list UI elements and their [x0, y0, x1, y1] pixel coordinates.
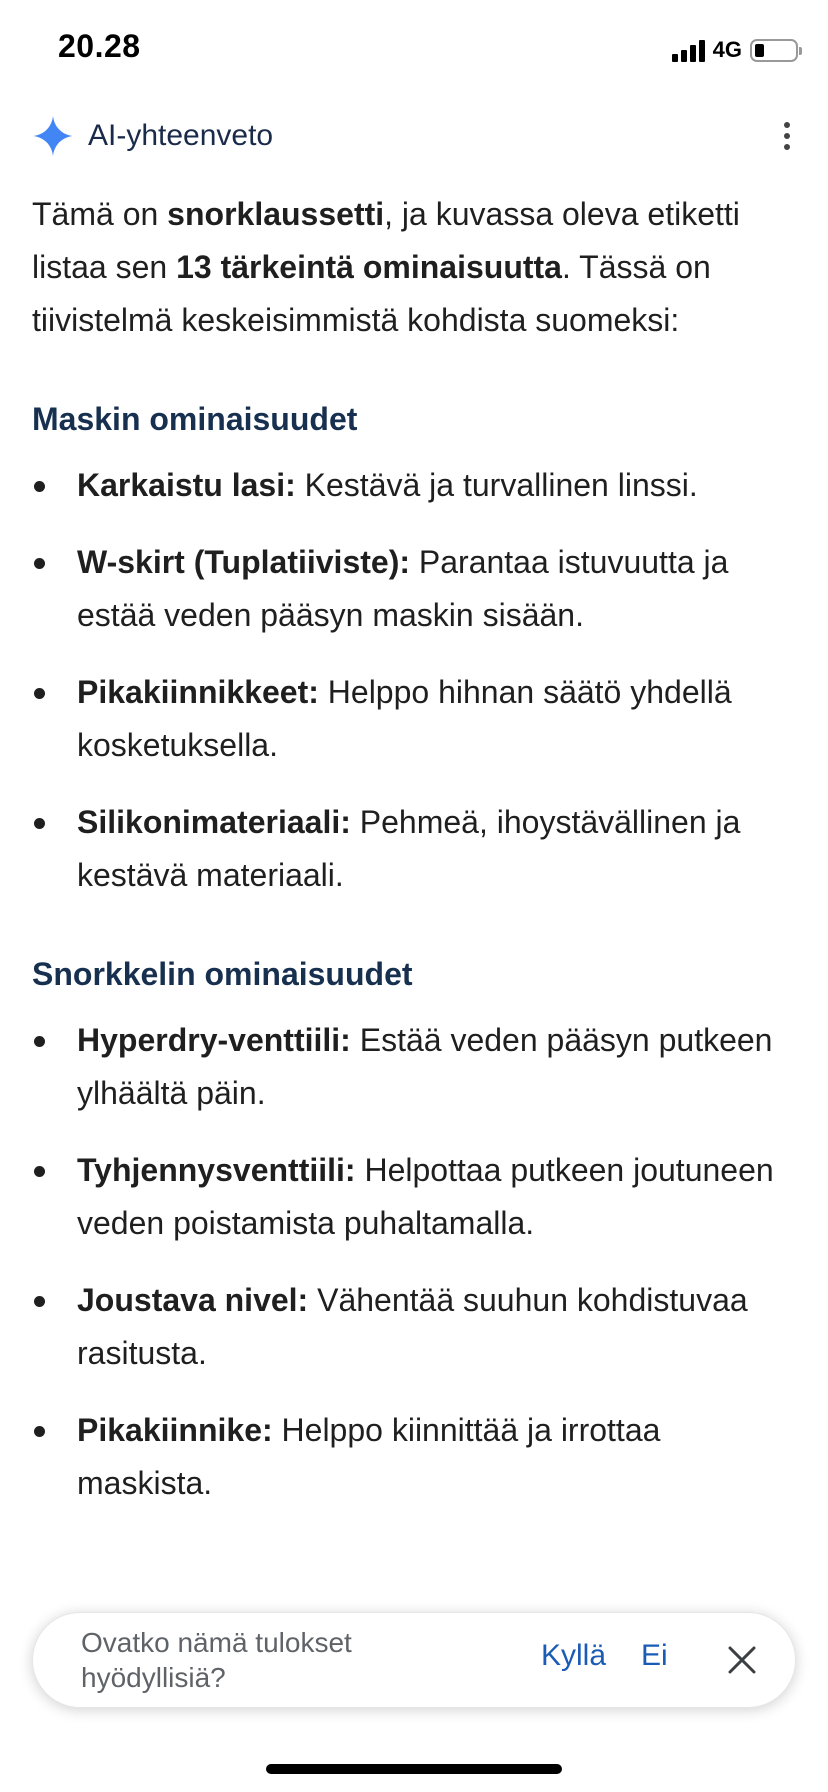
list-item — [32, 536, 802, 642]
list-item — [32, 1144, 802, 1250]
feature-term: Pikakiinnikkeet: — [77, 674, 319, 710]
feature-description: Helpottaa putkeen joutuneen veden poistamista puhaltamalla. — [77, 1152, 774, 1241]
close-icon[interactable] — [725, 1643, 759, 1677]
list-item — [32, 1274, 802, 1380]
feature-term: Pikakiinnike: — [77, 1412, 273, 1448]
status-time: 20.28 — [58, 28, 141, 64]
list-item — [32, 459, 802, 512]
feedback-no-button[interactable]: Ei — [641, 1639, 668, 1672]
signal-icon — [672, 38, 705, 62]
feature-term: Karkaistu lasi: — [77, 467, 296, 503]
feature-term: Silikonimateriaali: — [77, 804, 351, 840]
network-type: 4G — [712, 37, 742, 62]
list-item — [32, 796, 802, 902]
intro-bold-1: snorklaussetti — [167, 196, 385, 232]
home-indicator[interactable] — [266, 1764, 562, 1774]
feature-term: Joustava nivel: — [77, 1282, 309, 1318]
intro-bold-2: 13 tärkeintä ominaisuutta — [176, 249, 562, 285]
feature-description: Kestävä ja turvallinen linssi. — [295, 467, 698, 503]
intro-text-1: Tämä on — [32, 196, 168, 232]
mask-feature-list — [32, 459, 802, 902]
list-item — [32, 1404, 802, 1510]
intro-paragraph — [32, 188, 802, 347]
ai-overview-content — [32, 188, 802, 1534]
ai-overview-title: AI-yhteenveto — [88, 119, 274, 152]
ai-overview-header — [32, 112, 802, 160]
feature-description: Estää veden pääsyn putkeen ylhäältä päin. — [77, 1022, 773, 1111]
feature-term: W-skirt (Tuplatiiviste): — [77, 544, 410, 580]
list-item — [32, 666, 802, 772]
feedback-question: Ovatko nämä tulokset hyödyllisiä? — [81, 1627, 352, 1693]
more-vert-icon[interactable] — [772, 118, 802, 154]
feature-description: Helppo hihnan säätö yhdellä kosketuksella. — [77, 674, 732, 763]
feature-term: Tyhjennysventtiili: — [77, 1152, 356, 1188]
feature-description: Vähentää suuhun kohdistuvaa rasitusta. — [77, 1282, 748, 1371]
sparkle-icon — [32, 115, 74, 157]
feedback-yes-button[interactable]: Kyllä — [541, 1639, 607, 1672]
section-heading-snorkel: Snorkkelin ominaisuudet — [32, 956, 413, 992]
intro-text-2: , ja kuvassa oleva etiketti listaa sen — [32, 196, 740, 285]
snorkel-feature-list — [32, 1014, 802, 1510]
list-item — [32, 1014, 802, 1120]
status-indicators — [672, 36, 798, 64]
battery-icon — [750, 39, 798, 62]
feature-term: Hyperdry-venttiili: — [77, 1022, 351, 1058]
feature-description: Helppo kiinnittää ja irrottaa maskista. — [77, 1412, 661, 1501]
intro-text-3: . Tässä on tiivistelmä keskeisimmistä kohdista suomeksi: — [32, 249, 711, 338]
status-bar — [0, 0, 828, 100]
section-heading-mask: Maskin ominaisuudet — [32, 401, 358, 437]
feedback-bar — [32, 1612, 796, 1708]
feature-description: Parantaa istuvuutta ja estää veden pääsyn maskin sisään. — [77, 544, 729, 633]
feature-description: Pehmeä, ihoystävällinen ja kestävä materiaali. — [77, 804, 741, 893]
